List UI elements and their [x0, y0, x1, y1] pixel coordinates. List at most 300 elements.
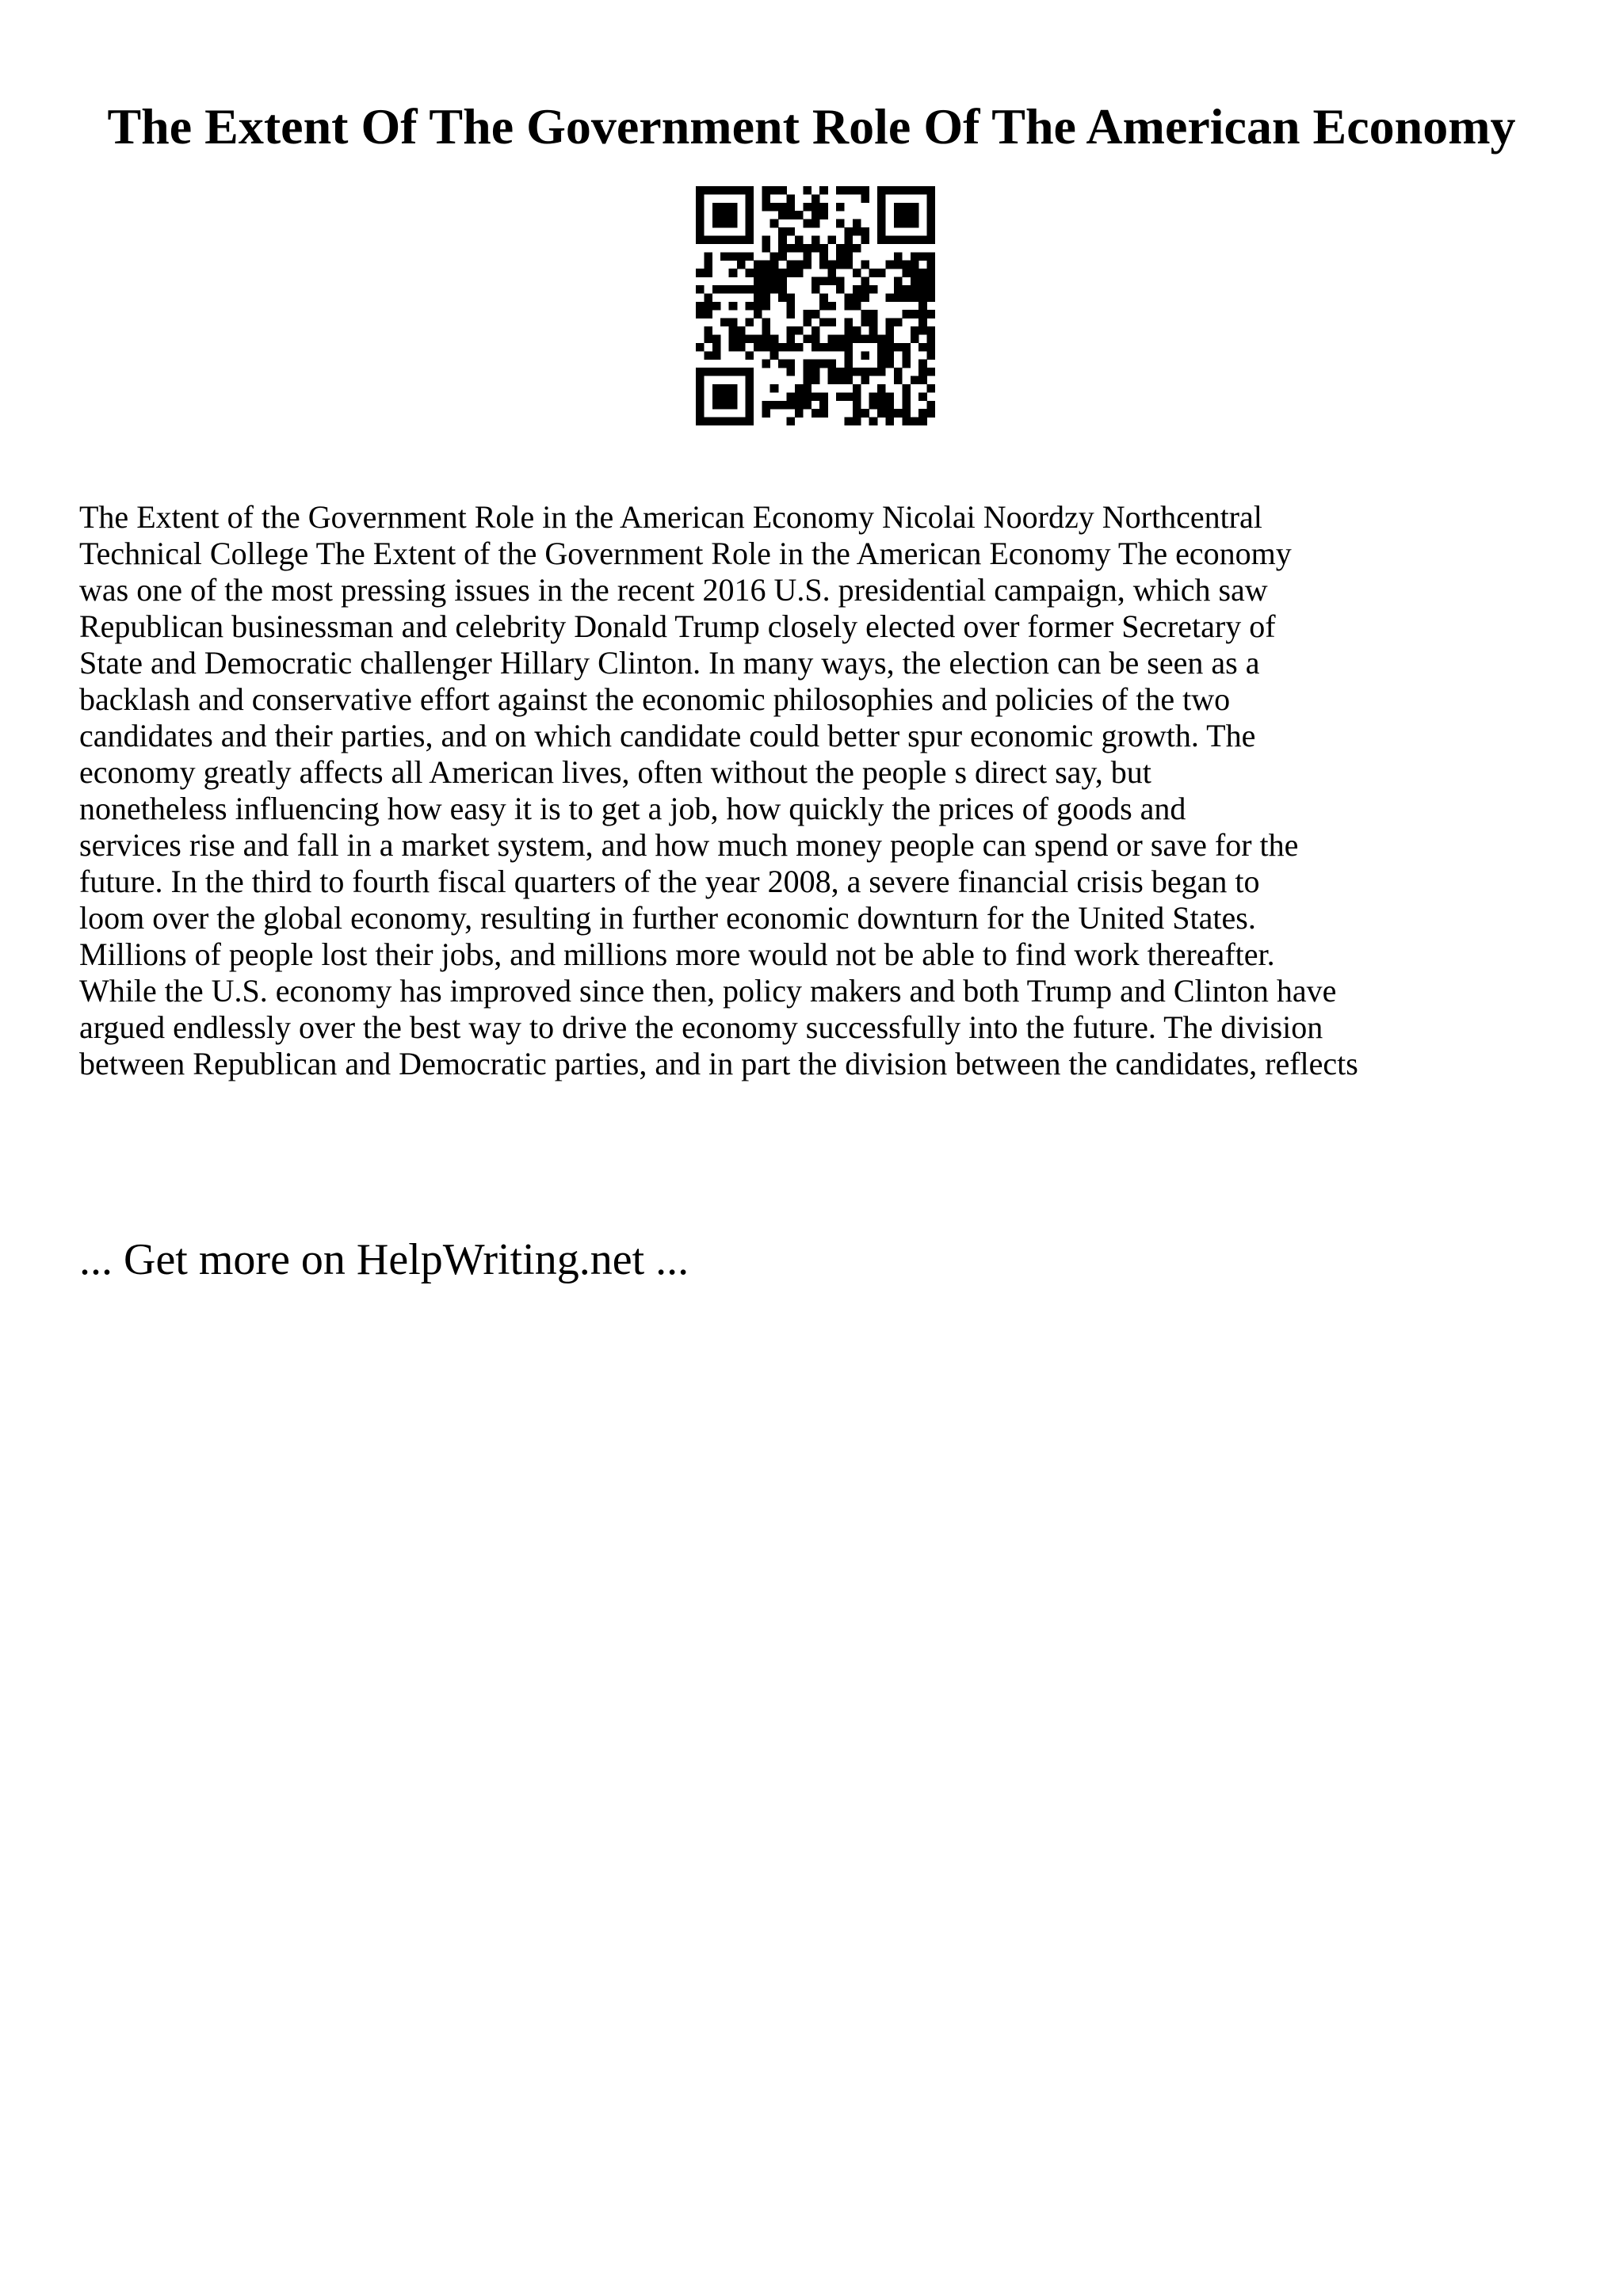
qr-module [877, 219, 886, 228]
qr-module [902, 219, 911, 228]
qr-module [902, 310, 911, 318]
qr-module [927, 293, 935, 302]
qr-module [803, 203, 812, 212]
qr-module [853, 244, 861, 253]
qr-module [812, 235, 820, 244]
qr-module [861, 334, 869, 343]
qr-module [729, 235, 738, 244]
qr-module [877, 360, 886, 368]
qr-module [778, 360, 787, 368]
qr-module [894, 261, 903, 269]
qr-module [795, 235, 804, 244]
qr-module [812, 368, 820, 376]
qr-module [812, 392, 820, 401]
qr-module [787, 326, 796, 335]
body-line: nonetheless influencing how easy it is to get a job, how quickly the prices of goods and [79, 791, 1186, 826]
qr-module [877, 227, 886, 236]
qr-module [828, 360, 837, 368]
qr-module [877, 334, 886, 343]
qr-module [737, 186, 746, 195]
qr-module [803, 376, 812, 385]
qr-module [720, 186, 729, 195]
qr-code[interactable] [696, 186, 935, 425]
qr-module [819, 360, 828, 368]
qr-module [844, 418, 853, 425]
qr-module [911, 376, 919, 385]
qr-module [729, 343, 738, 352]
qr-module [745, 186, 754, 195]
qr-module [911, 269, 919, 277]
qr-module [902, 269, 911, 277]
qr-module [902, 293, 911, 302]
qr-module [902, 203, 911, 212]
qr-module [704, 418, 712, 425]
qr-module [803, 252, 812, 261]
qr-module [745, 211, 754, 219]
qr-module [894, 285, 903, 294]
qr-module [836, 219, 845, 228]
qr-module [696, 376, 705, 385]
qr-module [762, 269, 770, 277]
qr-module [918, 326, 927, 335]
qr-module [927, 326, 935, 335]
qr-module [828, 318, 837, 327]
qr-module [918, 252, 927, 261]
qr-module [927, 384, 935, 393]
qr-module [720, 203, 729, 212]
qr-module [729, 334, 738, 343]
qr-module [770, 261, 779, 269]
qr-module [720, 219, 729, 228]
qr-module [696, 368, 705, 376]
qr-module [902, 343, 911, 352]
qr-module [729, 269, 738, 277]
qr-module [911, 235, 919, 244]
qr-module [737, 343, 746, 352]
qr-module [877, 392, 886, 401]
qr-module [812, 203, 820, 212]
qr-module [778, 343, 787, 352]
qr-module [844, 376, 853, 385]
qr-module [927, 368, 935, 376]
qr-module [787, 269, 796, 277]
qr-module [696, 211, 705, 219]
qr-module [745, 368, 754, 376]
qr-module [853, 334, 861, 343]
qr-module [861, 318, 869, 327]
qr-module [712, 334, 721, 343]
qr-module [795, 211, 804, 219]
qr-module [704, 351, 712, 360]
qr-module [787, 401, 796, 410]
qr-module [886, 318, 895, 327]
qr-module [803, 360, 812, 368]
qr-module [869, 392, 878, 401]
qr-module [877, 401, 886, 410]
qr-module [877, 194, 886, 203]
qr-module [745, 194, 754, 203]
qr-module [819, 211, 828, 219]
qr-module [927, 235, 935, 244]
qr-module [911, 293, 919, 302]
qr-module [696, 285, 705, 294]
qr-module [720, 418, 729, 425]
qr-module [770, 334, 779, 343]
qr-module [927, 310, 935, 318]
qr-module [918, 293, 927, 302]
qr-module [853, 326, 861, 335]
qr-module [745, 203, 754, 212]
qr-module [877, 235, 886, 244]
qr-module [927, 227, 935, 236]
qr-module [894, 211, 903, 219]
qr-module [720, 368, 729, 376]
qr-module [737, 334, 746, 343]
qr-module [770, 203, 779, 212]
qr-module [704, 293, 712, 302]
qr-module [720, 401, 729, 410]
qr-module [927, 351, 935, 360]
qr-module [819, 401, 828, 410]
qr-module [836, 376, 845, 385]
qr-module [745, 334, 754, 343]
qr-module [745, 384, 754, 393]
qr-module [877, 343, 886, 352]
qr-module [877, 384, 886, 393]
qr-module [886, 186, 895, 195]
qr-module [836, 261, 845, 269]
qr-module [819, 392, 828, 401]
qr-module [778, 252, 787, 261]
qr-module [812, 360, 820, 368]
qr-module [787, 244, 796, 253]
qr-module [712, 285, 721, 294]
qr-module [704, 368, 712, 376]
qr-module [844, 261, 853, 269]
qr-module [754, 261, 762, 269]
qr-module [911, 277, 919, 286]
qr-module [787, 293, 796, 302]
qr-module [803, 318, 812, 327]
qr-module [787, 343, 796, 352]
qr-module [828, 343, 837, 352]
qr-module [803, 244, 812, 253]
qr-module [712, 302, 721, 311]
qr-module [894, 252, 903, 261]
qr-module [812, 409, 820, 418]
qr-module [745, 376, 754, 385]
qr-module [787, 368, 796, 376]
qr-module [696, 235, 705, 244]
qr-module [720, 384, 729, 393]
qr-module [902, 409, 911, 418]
qr-module [754, 310, 762, 318]
qr-module [696, 418, 705, 425]
qr-module [812, 194, 820, 203]
qr-module [795, 409, 804, 418]
qr-module [911, 186, 919, 195]
qr-module [737, 261, 746, 269]
qr-module [778, 293, 787, 302]
qr-module [911, 334, 919, 343]
get-more-link[interactable]: ... Get more on HelpWriting.net ... [79, 1235, 689, 1284]
qr-module [902, 392, 911, 401]
qr-module [754, 343, 762, 352]
qr-module [762, 293, 770, 302]
qr-module [869, 334, 878, 343]
qr-module [762, 401, 770, 410]
qr-module [778, 269, 787, 277]
qr-module [795, 261, 804, 269]
qr-module [902, 418, 911, 425]
qr-module [836, 252, 845, 261]
qr-module [795, 343, 804, 352]
qr-module [787, 334, 796, 343]
qr-module [927, 211, 935, 219]
qr-module [770, 219, 779, 228]
document-body [79, 499, 1569, 1082]
qr-module [861, 409, 869, 418]
qr-module [803, 368, 812, 376]
qr-module [745, 409, 754, 418]
qr-module [812, 326, 820, 335]
qr-module [918, 269, 927, 277]
qr-module [927, 186, 935, 195]
qr-module [927, 194, 935, 203]
qr-module [853, 219, 861, 228]
qr-module [745, 318, 754, 327]
qr-module [861, 376, 869, 385]
qr-module [853, 302, 861, 311]
body-line: Millions of people lost their jobs, and millions more would not be able to find work thereafter. [79, 936, 1275, 972]
qr-code-icon [696, 186, 935, 425]
qr-module [869, 401, 878, 410]
qr-module [927, 269, 935, 277]
qr-module [745, 285, 754, 294]
qr-module [745, 392, 754, 401]
qr-module [696, 343, 705, 352]
qr-module [778, 235, 787, 244]
qr-module [819, 302, 828, 311]
qr-module [819, 409, 828, 418]
qr-module [696, 409, 705, 418]
qr-module [770, 285, 779, 294]
qr-module [877, 211, 886, 219]
qr-module [729, 401, 738, 410]
qr-module [853, 368, 861, 376]
qr-module [886, 418, 895, 425]
qr-module [812, 244, 820, 253]
qr-module [696, 227, 705, 236]
qr-module [853, 418, 861, 425]
qr-module [729, 302, 738, 311]
qr-module [729, 211, 738, 219]
qr-module [754, 269, 762, 277]
qr-module [819, 318, 828, 327]
qr-module [902, 351, 911, 360]
qr-module [869, 418, 878, 425]
qr-module [729, 392, 738, 401]
body-line: Technical College The Extent of the Government Role in the American Economy The economy [79, 536, 1292, 571]
qr-module [894, 235, 903, 244]
qr-module [853, 227, 861, 236]
qr-module [696, 392, 705, 401]
qr-module [712, 219, 721, 228]
qr-module [712, 203, 721, 212]
qr-module [927, 285, 935, 294]
qr-module [927, 219, 935, 228]
qr-module [894, 219, 903, 228]
qr-module [737, 418, 746, 425]
qr-module [819, 186, 828, 195]
qr-module [894, 368, 903, 376]
qr-module [853, 269, 861, 277]
qr-module [696, 401, 705, 410]
qr-module [836, 343, 845, 352]
qr-module [712, 418, 721, 425]
qr-module [844, 252, 853, 261]
body-line: candidates and their parties, and on which candidate could better spur economic growth. The [79, 718, 1256, 753]
qr-module [894, 409, 903, 418]
qr-module [844, 235, 853, 244]
qr-module [836, 334, 845, 343]
qr-module [853, 392, 861, 401]
qr-module [902, 261, 911, 269]
qr-module [795, 269, 804, 277]
qr-module [902, 401, 911, 410]
body-line: loom over the global economy, resulting in further economic downturn for the United States. [79, 900, 1256, 936]
qr-module [696, 186, 705, 195]
qr-module [704, 334, 712, 343]
qr-module [861, 351, 869, 360]
qr-module [704, 310, 712, 318]
qr-module [902, 360, 911, 368]
qr-module [729, 384, 738, 393]
qr-module [844, 244, 853, 253]
qr-module [812, 376, 820, 385]
qr-module [861, 227, 869, 236]
qr-module [754, 302, 762, 311]
qr-module [828, 334, 837, 343]
qr-module [861, 261, 869, 269]
qr-module [877, 269, 886, 277]
qr-module [877, 351, 886, 360]
qr-module [729, 285, 738, 294]
qr-module [762, 326, 770, 335]
qr-module [877, 203, 886, 212]
qr-module [894, 318, 903, 327]
qr-module [828, 368, 837, 376]
qr-module [886, 351, 895, 360]
qr-module [770, 401, 779, 410]
qr-module [869, 368, 878, 376]
qr-module [720, 318, 729, 327]
qr-module [918, 409, 927, 418]
qr-module [861, 310, 869, 318]
qr-module [712, 392, 721, 401]
qr-module [918, 310, 927, 318]
qr-module [762, 194, 770, 203]
qr-module [886, 326, 895, 335]
qr-module [819, 343, 828, 352]
qr-module [902, 285, 911, 294]
qr-module [745, 269, 754, 277]
qr-module [861, 277, 869, 286]
qr-module [844, 351, 853, 360]
qr-module [787, 261, 796, 269]
body-line: economy greatly affects all American lives, often without the people s direct say, but [79, 754, 1151, 790]
qr-module [745, 351, 754, 360]
body-line: The Extent of the Government Role in the American Economy Nicolai Noordzy Northcentral [79, 499, 1262, 535]
body-line: was one of the most pressing issues in the recent 2016 U.S. presidential campaign, which saw [79, 572, 1268, 608]
qr-module [918, 302, 927, 311]
qr-module [762, 318, 770, 327]
qr-module [754, 285, 762, 294]
qr-module [762, 343, 770, 352]
qr-module [704, 252, 712, 261]
qr-module [836, 277, 845, 286]
qr-module [869, 269, 878, 277]
qr-module [886, 235, 895, 244]
qr-module [861, 368, 869, 376]
qr-module [795, 401, 804, 410]
qr-module [861, 186, 869, 195]
qr-module [762, 244, 770, 253]
qr-module [927, 401, 935, 410]
qr-module [828, 235, 837, 244]
qr-module [869, 310, 878, 318]
qr-module [762, 203, 770, 212]
qr-module [869, 326, 878, 335]
qr-module [911, 310, 919, 318]
qr-module [828, 277, 837, 286]
qr-module [918, 186, 927, 195]
qr-module [828, 302, 837, 311]
qr-module [787, 203, 796, 212]
qr-module [918, 368, 927, 376]
qr-module [770, 384, 779, 393]
qr-module [911, 326, 919, 335]
qr-module [720, 285, 729, 294]
qr-module [812, 310, 820, 318]
qr-module [844, 186, 853, 195]
qr-module [745, 219, 754, 228]
body-line: Republican businessman and celebrity Donald Trump closely elected over former Secretary of [79, 608, 1276, 644]
qr-module [812, 334, 820, 343]
qr-module [787, 310, 796, 318]
qr-module [770, 252, 779, 261]
qr-module [844, 318, 853, 327]
qr-module [745, 227, 754, 236]
qr-module [712, 343, 721, 352]
qr-module [803, 392, 812, 401]
qr-module [729, 326, 738, 335]
qr-module [812, 343, 820, 352]
qr-module [853, 186, 861, 195]
qr-module [894, 376, 903, 385]
qr-module [877, 368, 886, 376]
qr-module [745, 401, 754, 410]
qr-module [803, 219, 812, 228]
qr-module [720, 252, 729, 261]
qr-module [704, 269, 712, 277]
qr-module [911, 203, 919, 212]
qr-module [918, 376, 927, 385]
qr-module [720, 211, 729, 219]
qr-module [696, 269, 705, 277]
qr-module [762, 261, 770, 269]
qr-module [704, 302, 712, 311]
